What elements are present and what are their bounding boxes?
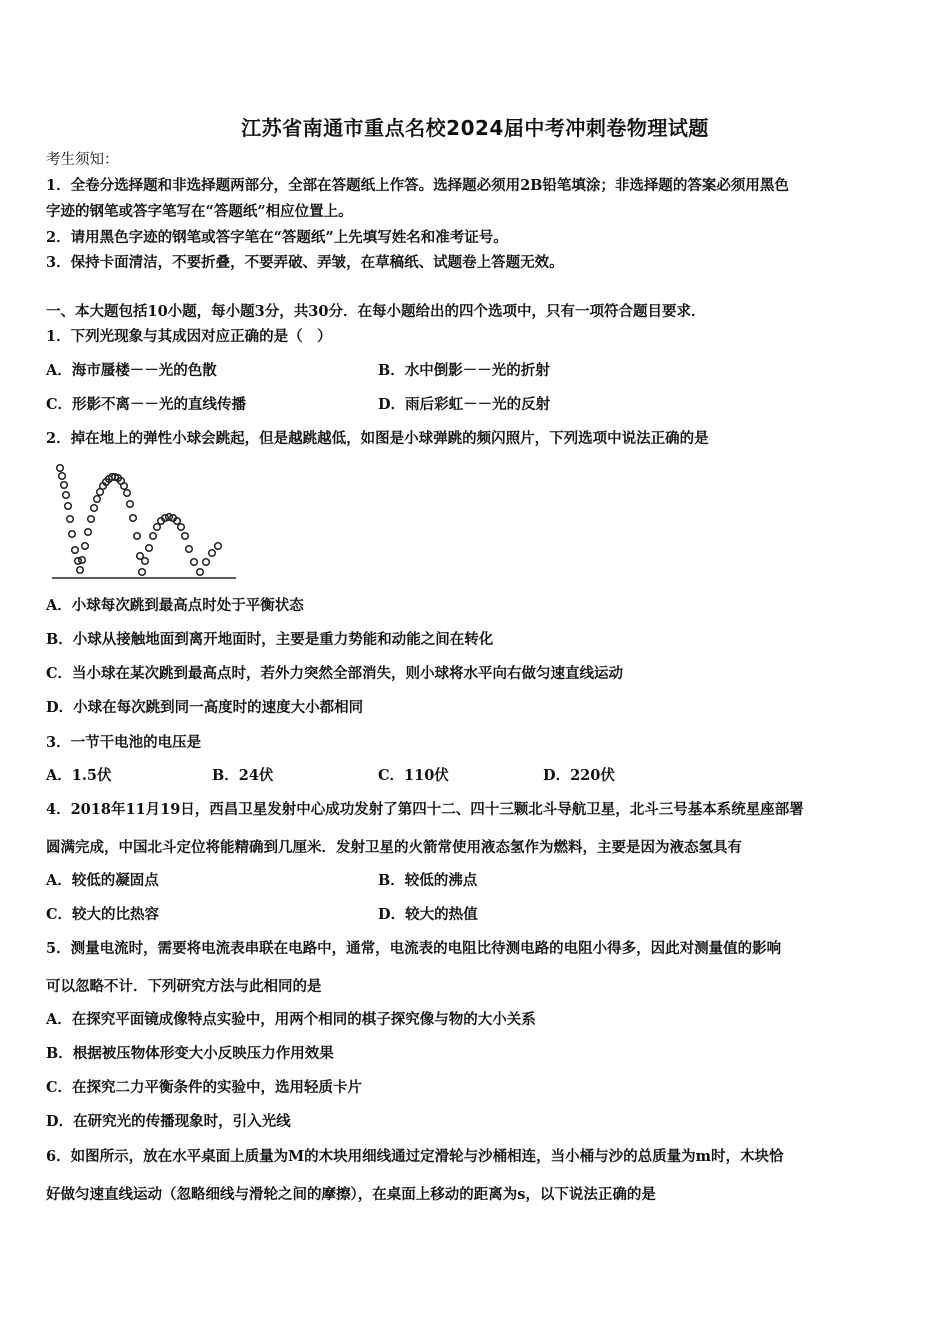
q5-option-d: D．在研究光的传播现象时，引入光线 (46, 1113, 291, 1130)
section-heading: 一、本大题包括10小题，每小题3分，共30分．在每小题给出的四个选项中，只有一项符合题目要求． (46, 303, 706, 320)
bouncing-ball-figure (48, 458, 240, 584)
q6-stem-line-2: 好做匀速直线运动（忽略细线与滑轮之间的摩擦），在桌面上移动的距离为s，以下说法正确的是 (46, 1186, 656, 1203)
notice-item-1-line-1: 1．全卷分选择题和非选择题两部分，全部在答题纸上作答。选择题必须用2B铅笔填涂；非选择题的答案必须用黑色 (46, 177, 789, 194)
q2-stem: 2．掉在地上的弹性小球会跳起，但是越跳越低，如图是小球弹跳的频闪照片，下列选项中说法正确的是 (46, 430, 709, 447)
q2-option-b: B．小球从接触地面到离开地面时，主要是重力势能和动能之间在转化 (46, 631, 494, 648)
q3-option-b: B．24伏 (212, 767, 274, 784)
q2-option-c: C．当小球在某次跳到最高点时，若外力突然全部消失，则小球将水平向右做匀速直线运动 (46, 665, 624, 682)
q2-option-d: D．小球在每次跳到同一高度时的速度大小都相同 (46, 699, 364, 716)
q5-stem-line-2: 可以忽略不计．下列研究方法与此相同的是 (46, 978, 322, 995)
q5-option-a: A．在探究平面镜成像特点实验中，用两个相同的棋子探究像与物的大小关系 (46, 1011, 536, 1028)
q1-option-c: C．形影不离－－光的直线传播 (46, 396, 247, 413)
q4-stem-line-1: 4．2018年11月19日，西昌卫星发射中心成功发射了第四十二、四十三颗北斗导航卫星，北斗三号基本系统星座部署 (46, 801, 804, 818)
q3-option-d: D．220伏 (543, 767, 615, 784)
q5-option-b: B．根据被压物体形变大小反映压力作用效果 (46, 1045, 334, 1062)
q6-stem-line-1: 6．如图所示，放在水平桌面上质量为M的木块用细线通过定滑轮与沙桶相连，当小桶与沙的总质量为m时，木块恰 (46, 1148, 784, 1165)
q1-stem: 1．下列光现象与其成因对应正确的是（ ） (46, 328, 332, 345)
q4-option-d: D．较大的热值 (378, 906, 478, 923)
notice-item-1-line-2: 字迹的钢笔或答字笔写在“答题纸”相应位置上。 (46, 203, 353, 220)
q5-option-c: C．在探究二力平衡条件的实验中，选用轻质卡片 (46, 1079, 363, 1096)
q4-option-a: A．较低的凝固点 (46, 872, 159, 889)
exam-title: 江苏省南通市重点名校2024届中考冲刺卷物理试题 (241, 116, 709, 140)
q4-stem-line-2: 圆满完成，中国北斗定位将能精确到几厘米．发射卫星的火箭常使用液态氢作为燃料，主要是因为液态氢具有 (46, 839, 742, 856)
q3-option-a: A．1.5伏 (46, 767, 112, 784)
notice-item-2: 2．请用黑色字迹的钢笔或答字笔在“答题纸”上先填写姓名和准考证号。 (46, 229, 508, 246)
q5-stem-line-1: 5．测量电流时，需要将电流表串联在电路中，通常，电流表的电阻比待测电路的电阻小得多，因此对测量值的影响 (46, 940, 782, 957)
q1-option-d: D．雨后彩虹－－光的反射 (378, 396, 551, 413)
q4-option-b: B．较低的沸点 (378, 872, 478, 889)
q1-option-a: A．海市蜃楼－－光的色散 (46, 362, 217, 379)
q3-option-c: C．110伏 (378, 767, 449, 784)
q4-option-c: C．较大的比热容 (46, 906, 160, 923)
q1-option-b: B．水中倒影－－光的折射 (378, 362, 550, 379)
q2-option-a: A．小球每次跳到最高点时处于平衡状态 (46, 597, 304, 614)
notice-item-3: 3．保持卡面清洁，不要折叠，不要弄破、弄皱，在草稿纸、试题卷上答题无效。 (46, 254, 564, 271)
notice-heading: 考生须知： (46, 152, 119, 168)
q3-stem: 3．一节干电池的电压是 (46, 734, 202, 751)
